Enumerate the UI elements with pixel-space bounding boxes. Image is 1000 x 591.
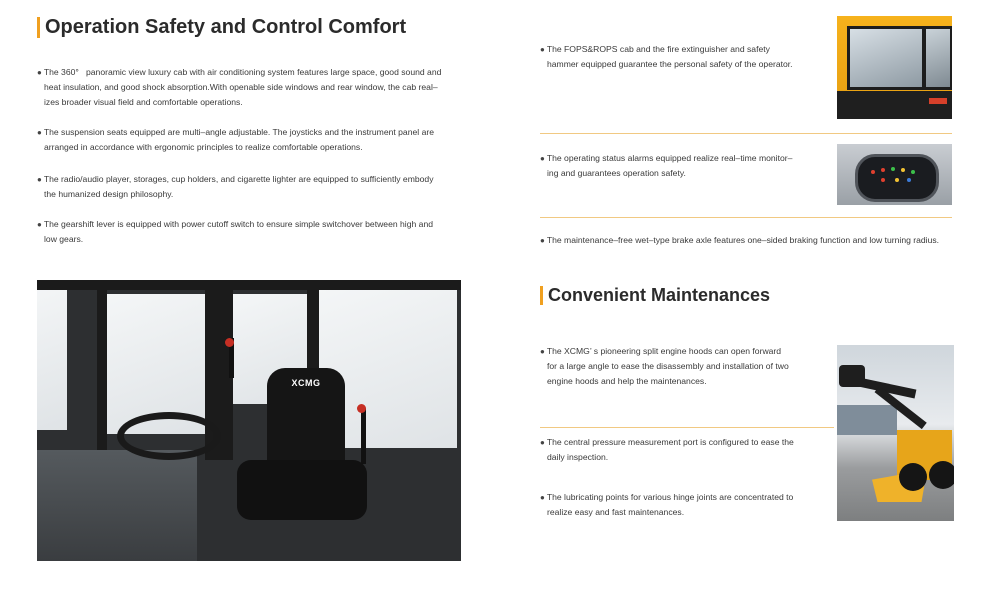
bullet-suspension-seats: ● The suspension seats equipped are multi–angle adjustable. The joysticks and the instrument panel are arranged in accordance with ergonomic principles to realize comfortable operations.	[37, 127, 434, 153]
instrument-panel-photo	[837, 144, 952, 205]
bullet-pressure-port: ● The central pressure measurement port is configured to ease the daily inspection.	[540, 437, 794, 463]
bullet-dot: ●	[540, 45, 545, 54]
bullet-radio-storages: ● The radio/audio player, storages, cup holders, and cigarette lighter are equipped to sufficiently embody the humanized design philosophy.	[37, 174, 434, 200]
section-title-operation-safety: Operation Safety and Control Comfort	[37, 17, 406, 38]
bullet-dot: ●	[37, 175, 42, 184]
bullet-gearshift-lever: ● The gearshift lever is equipped with power cutoff switch to ensure simple switchover between high and low gears.	[37, 219, 434, 245]
bullet-dot: ●	[540, 493, 545, 502]
backhoe-loader-photo	[837, 345, 954, 521]
cab-exterior-photo	[837, 16, 952, 119]
bullet-fops-rops: ● The FOPS&ROPS cab and the fire extinguisher and safety hammer equipped guarantee the personal safety of the operator.	[540, 44, 793, 70]
section-title-maintenance: Convenient Maintenances	[540, 286, 770, 305]
bullet-engine-hoods: ● The XCMG’ s pioneering split engine hoods can open forward for a large angle to ease the disassembly and installation of two engine hoods and help the maintenances.	[540, 346, 789, 387]
cab-interior-photo	[37, 280, 461, 561]
bullet-dot: ●	[540, 236, 545, 245]
steering-wheel	[117, 412, 221, 460]
bullet-dot: ●	[540, 347, 545, 356]
divider	[540, 427, 834, 428]
bullet-brake-axle: ● The maintenance–free wet–type brake axle features one–sided braking function and low turning radius.	[540, 235, 940, 245]
bullet-lubricating-points: ● The lubricating points for various hinge joints are concentrated to realize easy and fast maintenances.	[540, 492, 794, 518]
divider	[540, 133, 952, 134]
bullet-dot: ●	[540, 154, 545, 163]
bullet-dot: ●	[540, 438, 545, 447]
bullet-dot: ●	[37, 220, 42, 229]
bullet-status-alarms: ● The operating status alarms equipped realize real–time monitor– ing and guarantees operation safety.	[540, 153, 793, 179]
bullet-dot: ●	[37, 68, 42, 77]
seat-logo-xcmg: XCMG	[291, 378, 321, 388]
divider	[540, 217, 952, 218]
bullet-panoramic-cab: ● The 360° panoramic view luxury cab with air conditioning system features large space, good sound and heat insulation, and good shock absorption.With openable side windows and rear window, the cab real– izes broader visual field and comfortable operations.	[37, 67, 442, 108]
bullet-dot: ●	[37, 128, 42, 137]
